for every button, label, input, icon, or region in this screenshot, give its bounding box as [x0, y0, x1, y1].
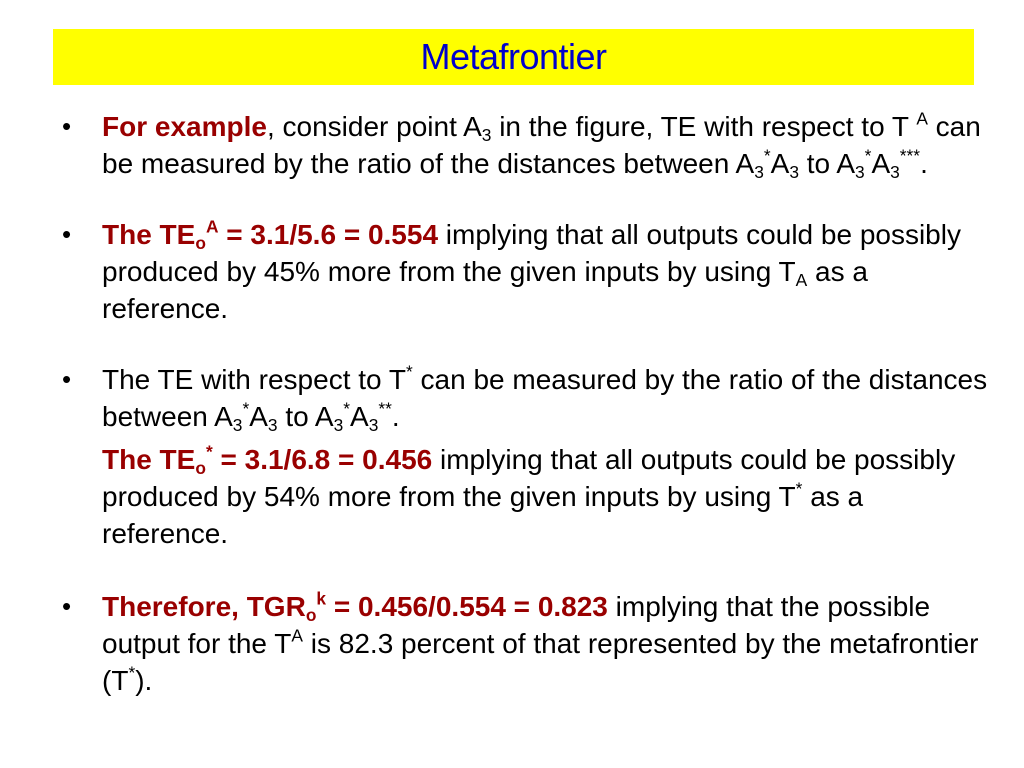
superscript: * [242, 398, 250, 419]
subscript: 3 [333, 415, 344, 436]
subscript: 3 [267, 415, 278, 436]
text: A [249, 401, 268, 432]
text: A [871, 148, 891, 179]
subscript: o [195, 233, 206, 254]
text: as a reference. [102, 481, 864, 549]
subscript: 3 [855, 162, 865, 183]
text: as a reference. [102, 256, 868, 324]
superscript: *** [899, 145, 921, 166]
text: The TE with respect to T [102, 364, 406, 395]
bullet-te-star [60, 361, 990, 435]
subscript: o [195, 458, 206, 479]
text: is 82.3 percent of that represented by the metafrontier (T [102, 628, 979, 696]
text: A [350, 401, 369, 432]
text: Therefore, TGR [102, 591, 306, 622]
title-bar [53, 29, 974, 85]
text: to A [277, 401, 334, 432]
page-title: Metafrontier [420, 36, 607, 77]
subscript: 3 [481, 125, 492, 146]
bullet-example [60, 108, 990, 182]
superscript: A [291, 625, 303, 646]
text: = 3.1/5.6 = 0.554 [218, 219, 439, 250]
superscript: A [916, 108, 928, 129]
bullet-te-star-continuation [60, 441, 990, 552]
text: The TE [102, 219, 196, 250]
highlight-formula [102, 216, 439, 254]
superscript: ** [378, 398, 392, 419]
text: implying that the possible output for the T [102, 591, 931, 659]
text: . [391, 401, 400, 432]
superscript: * [763, 145, 771, 166]
superscript: * [343, 398, 351, 419]
text: ). [135, 665, 153, 696]
text: . [920, 148, 928, 179]
text: implying that all outputs could be possibly produced by 54% more from the given inputs by using T [102, 444, 956, 512]
text: The TE [102, 444, 196, 475]
text: , consider point A [266, 111, 482, 142]
subscript: o [305, 605, 317, 626]
subscript: 3 [368, 415, 379, 436]
subscript: A [795, 270, 808, 291]
highlight-lead: For example [102, 111, 267, 142]
superscript: k [316, 588, 327, 609]
highlight-formula [102, 441, 433, 479]
superscript: * [205, 441, 213, 462]
subscript: 3 [754, 162, 764, 183]
bullet-tgr [60, 588, 990, 699]
superscript: * [795, 478, 803, 499]
text: in the figure, TE with respect to T [491, 111, 917, 142]
superscript: * [405, 361, 413, 382]
text: implying that all outputs could be possibly produced by 45% more from the given inputs by using T [102, 219, 961, 287]
text: can be measured by the ratio of the distances between A [102, 111, 981, 179]
superscript: * [864, 145, 872, 166]
text: A [770, 148, 790, 179]
slide-body [60, 108, 990, 699]
highlight-formula [102, 588, 608, 626]
text: to A [798, 148, 856, 179]
subscript: 3 [232, 415, 243, 436]
subscript: 3 [789, 162, 799, 183]
text: = 3.1/6.8 = 0.456 [212, 444, 433, 475]
superscript: A [205, 216, 219, 237]
superscript: * [128, 662, 136, 683]
subscript: 3 [890, 162, 900, 183]
text: can be measured by the ratio of the distances between A [102, 364, 988, 432]
text: = 0.456/0.554 = 0.823 [326, 591, 608, 622]
bullet-te-a [60, 216, 990, 327]
